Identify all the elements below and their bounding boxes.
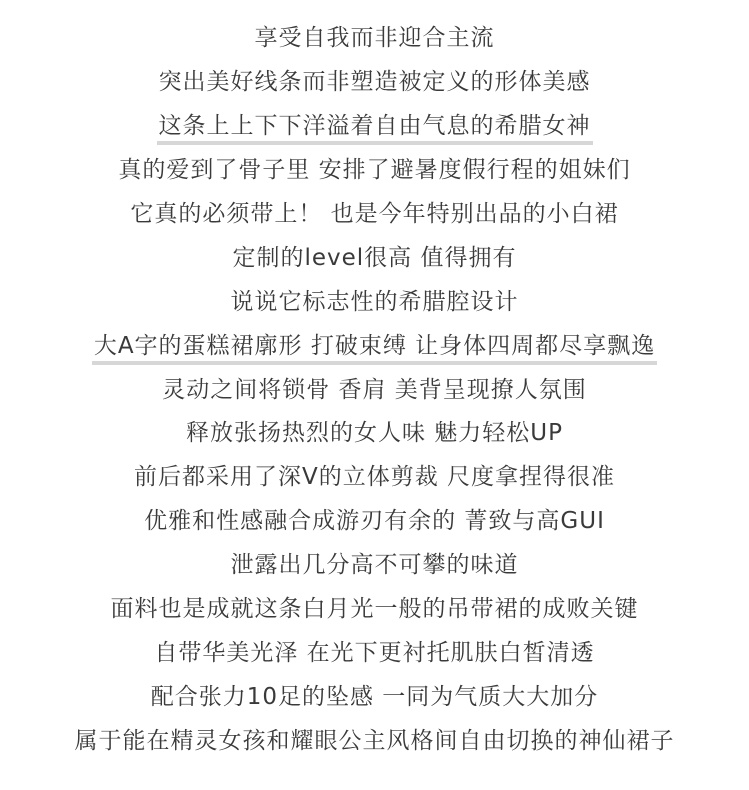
text-line — [0, 14, 749, 58]
line-text: 说说它标志性的希腊腔设计 — [230, 288, 519, 315]
text-line — [0, 497, 749, 541]
text-line — [0, 102, 749, 146]
line-text: 真的爱到了骨子里 安排了避暑度假行程的姐妹们 — [118, 157, 631, 184]
text-line — [0, 58, 749, 102]
text-line — [0, 233, 749, 277]
text-line — [0, 190, 749, 234]
line-text: 突出美好线条而非塑造被定义的形体美感 — [158, 69, 591, 96]
text-line — [0, 365, 749, 409]
line-text: 享受自我而非迎合主流 — [254, 25, 495, 52]
line-text: 面料也是成就这条白月光一般的吊带裙的成败关键 — [110, 596, 639, 623]
text-line — [0, 541, 749, 585]
text-block — [0, 14, 749, 760]
line-text-highlighted: 大A字的蛋糕裙廓形 打破束缚 让身体四周都尽享飘逸 — [92, 327, 657, 360]
text-line — [0, 453, 749, 497]
text-line — [0, 277, 749, 321]
text-line — [0, 672, 749, 716]
line-text-highlighted: 这条上上下下洋溢着自由气息的希腊女神 — [157, 107, 593, 140]
text-line — [0, 409, 749, 453]
line-text: 定制的level很高 值得拥有 — [232, 244, 517, 271]
text-line — [0, 628, 749, 672]
line-text: 释放张扬热烈的女人味 魅力轻松UP — [185, 420, 563, 447]
line-text: 优雅和性感融合成游刃有余的 菁致与高GUI — [144, 508, 605, 535]
text-line — [0, 321, 749, 365]
line-text: 泄露出几分高不可攀的味道 — [230, 552, 519, 579]
line-text: 灵动之间将锁骨 香肩 美背呈现撩人氛围 — [162, 376, 587, 403]
line-text: 它真的必须带上！ 也是今年特别出品的小白裙 — [130, 201, 619, 227]
line-text: 自带华美光泽 在光下更衬托肌肤白皙清透 — [154, 639, 595, 666]
line-text: 前后都采用了深V的立体剪裁 尺度拿捏得很准 — [133, 464, 616, 491]
line-text: 配合张力10足的坠感 一同为气质大大加分 — [150, 683, 599, 710]
text-line — [0, 585, 749, 629]
text-line — [0, 146, 749, 190]
line-text: 属于能在精灵女孩和耀眼公主风格间自由切换的神仙裙子 — [74, 727, 675, 754]
text-line — [0, 716, 749, 760]
